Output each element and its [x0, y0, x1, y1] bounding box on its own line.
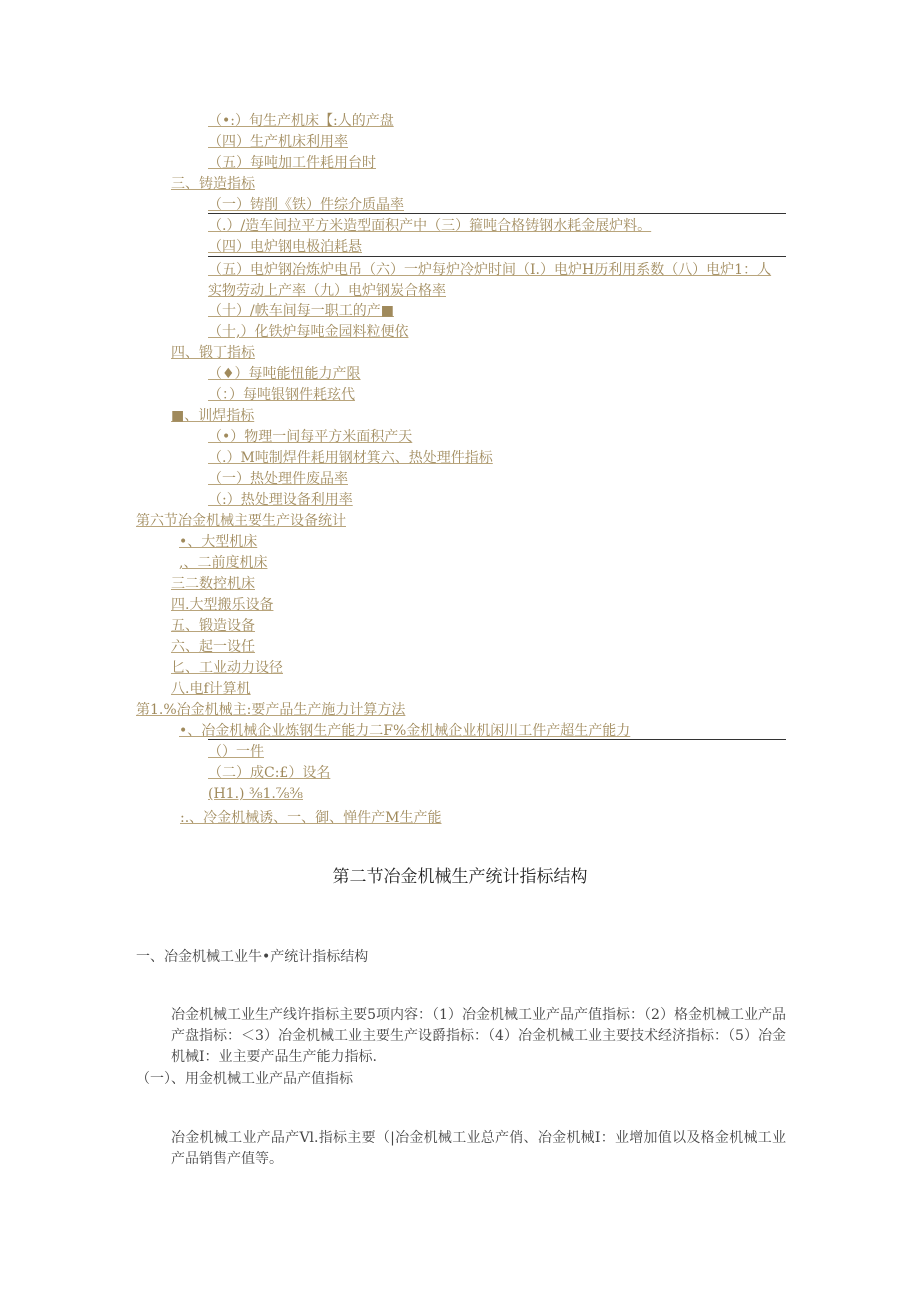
toc-entry[interactable]: （四）电炉钢电极泊耗悬 — [208, 239, 362, 255]
toc-entry[interactable]: （.）/造车间拉平方米造型面积产中（三）箍吨合格铸钢水耗金展炉料。 — [208, 218, 652, 234]
toc-entry[interactable]: 匕、工业动力设径 — [171, 660, 283, 676]
toc-entry[interactable]: 三、铸造指标 — [171, 176, 255, 192]
toc-entry[interactable]: 第1.%冶金机械主:要产品生产施力计算方法 — [136, 702, 406, 718]
toc-entry[interactable]: （•）物理一间每平方米面积产天 — [208, 429, 413, 445]
toc-entry[interactable]: （一）铸削《铁）件综介质晶率 — [208, 197, 404, 213]
paragraph-intro: 冶金机械工业生产线许指标主要5项内容：（1）冶金机械工业产品产值指标：（2）格金机械工业产品产盘指标：＜3）冶金机械工业主要生产设爵指标：（4）冶金机械工业主要技术经济指标：（5）冶金机械I：业主要产品生产能力指标. — [171, 1007, 786, 1065]
divider — [208, 256, 786, 257]
toc-entry[interactable]: 第六节冶金机械主要生产设备统计 — [136, 513, 346, 529]
toc-entry[interactable]: （）一件 — [208, 744, 264, 760]
toc-entry[interactable]: （十）/帙车间每一职工的产■ — [208, 303, 394, 319]
toc-entry[interactable]: （五）每吨加工件耗用台时 — [208, 155, 376, 171]
toc-entry[interactable]: （.）M吨制焊件耗用钢材箕六、热处理件指标 — [208, 450, 493, 466]
toc-entry[interactable]: :.、冷金机械诱、一、御、惮件产M生产能 — [180, 810, 442, 826]
toc-entry[interactable]: (H1.) ⅜1.⅞⅜ — [208, 786, 304, 802]
toc-entry[interactable]: （五）电炉钢冶炼炉电吊（六）一炉每炉冷炉时间（I.）电炉H历利用系数（八）电炉1：人实物劳动上产率（九）电炉钢炭合格率 — [208, 262, 772, 299]
toc-entry[interactable]: 四.大型搬乐设备 — [171, 597, 274, 613]
toc-entry[interactable]: 四、锻丁指标 — [171, 345, 255, 361]
toc-entry[interactable]: （四）生产机床利用率 — [208, 134, 348, 150]
toc-entry[interactable]: 八.电f计算机 — [171, 681, 251, 697]
subsection-title: （一）、用金机械工业产品产值指标 — [136, 1071, 353, 1087]
toc-entry[interactable]: 六、起一设任 — [171, 639, 255, 655]
toc-entry[interactable]: 三二数控机床 — [171, 576, 255, 592]
toc-entry[interactable]: （一）热处理件废品率 — [208, 471, 348, 487]
divider — [208, 213, 786, 214]
toc-entry[interactable]: （十,）化铁炉每吨金园料粒便依 — [208, 324, 409, 340]
toc-entry[interactable]: ,、二前度机床 — [179, 555, 268, 571]
toc-entry[interactable]: （:）热处理设备利用率 — [208, 492, 353, 508]
section-heading: 第二节冶金机械生产统计指标结构 — [332, 867, 588, 887]
toc-entry[interactable]: 五、锻造设备 — [171, 618, 255, 634]
section-title: 一、冶金机械工业牛•产统计指标结构 — [136, 949, 369, 965]
toc-entry[interactable]: （：）每吨银钢件耗玹代 — [208, 387, 355, 403]
toc-entry[interactable]: ■、训焊指标 — [171, 408, 255, 424]
toc-entry[interactable]: （♦）每吨能忸能力产限 — [208, 366, 361, 382]
toc-entry[interactable]: （二）成C:£）设名 — [208, 765, 331, 781]
toc-entry[interactable]: （•:）旬生产机床【:人的产盘 — [208, 113, 394, 129]
toc-entry[interactable]: •、大型机床 — [179, 534, 258, 550]
divider — [208, 739, 786, 740]
toc-entry[interactable]: •、冶金机械企业炼钢生产能力二F%金机械企业机闲川工件产超生产能力 — [179, 723, 631, 739]
paragraph-output-value: 冶金机械工业产品产Vl.指标主要（|冶金机械工业总产俏、冶金机械I：业增加值以及格金机械工业产品销售产值等。 — [171, 1130, 786, 1167]
